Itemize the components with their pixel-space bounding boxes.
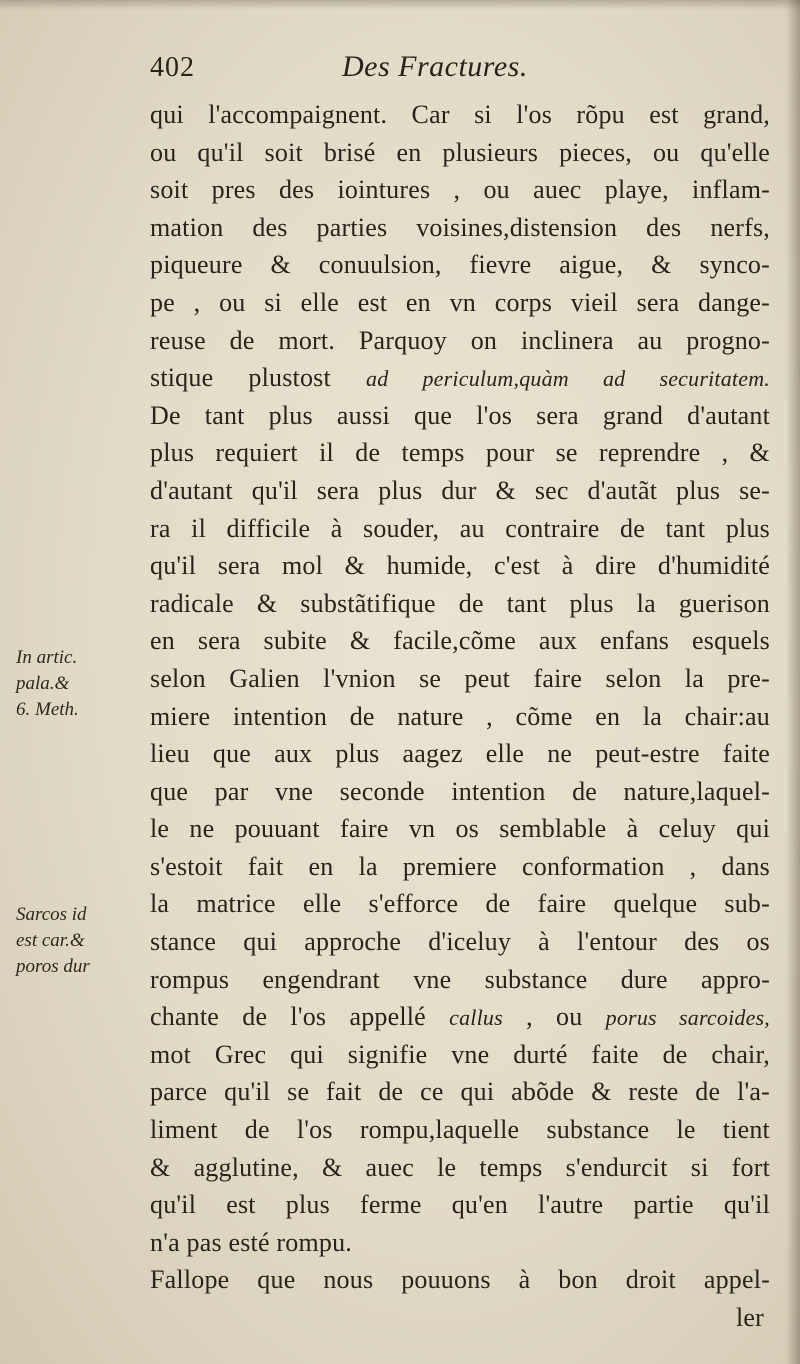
text-line: n'a pas esté rompu.	[150, 1227, 352, 1257]
text-line: mot Grec qui signifie vne durté faite de chair,	[150, 1039, 770, 1069]
text-line: qui l'accompaignent. Car si l'os rõpu est grand,	[150, 100, 770, 129]
text-line: De tant plus aussi que l'os sera grand d'autant	[150, 400, 770, 430]
margin-note-line: Sarcos id	[16, 904, 87, 925]
body-text	[150, 96, 770, 1337]
text-line: le ne pouuant faire vn os semblable à celuy qui	[150, 814, 770, 844]
text-line: pe , ou si elle est en vn corps vieil sera dange-	[150, 287, 770, 317]
text-line	[150, 359, 770, 397]
text-line: stance qui approche d'iceluy à l'entour des os	[150, 927, 770, 957]
text-line: Fallope que nous pouuons à bon droit appel-	[150, 1265, 770, 1295]
text-line: selon Galien l'vnion se peut faire selon la pre-	[150, 663, 770, 693]
text-latin-italic: ad periculum,quàm ad securitatem.	[366, 366, 770, 392]
text-line: liment de l'os rompu,laquelle substance le tient	[150, 1115, 770, 1145]
text-line: ra il difficile à souder, au contraire de tant plus	[150, 513, 770, 543]
text-line: reuse de mort. Parquoy on inclinera au progno-	[150, 325, 770, 355]
margin-note-line: In artic.	[16, 647, 78, 668]
text-line: piqueure & conuulsion, fievre aigue, & synco-	[150, 250, 770, 280]
text-line: soit pres des iointures , ou auec playe, inflam-	[150, 175, 770, 205]
text-roman: chante de l'os appellé	[150, 1002, 450, 1032]
text-line: la matrice elle s'efforce de faire quelque sub-	[150, 889, 770, 919]
text-line: qu'il est plus ferme qu'en l'autre partie qu'il	[150, 1190, 770, 1220]
text-line: que par vne seconde intention de nature,laquel-	[150, 776, 770, 806]
text-line: mation des parties voisines,distension des nerfs,	[150, 212, 770, 242]
running-title: Des Fractures.	[342, 50, 528, 83]
text-line: d'autant qu'il sera plus dur & sec d'autãt plus se-	[150, 475, 770, 505]
margin-note-line: poros dur	[16, 956, 90, 977]
text-line	[150, 998, 770, 1036]
text-line: ou qu'il soit brisé en plusieurs pieces, ou qu'elle	[150, 137, 770, 167]
text-line: lieu que aux plus aagez elle ne peut-estre faite	[150, 739, 770, 769]
margin-note-line: est car.&	[16, 930, 85, 951]
page-shadow-top	[0, 0, 800, 10]
page-shadow-right	[786, 0, 800, 1364]
text-line: radicale & substãtifique de tant plus la guerison	[150, 588, 770, 618]
page-number: 402	[150, 52, 195, 83]
text-line: qu'il sera mol & humide, c'est à dire d'humidité	[150, 551, 770, 581]
term-callus: callus	[449, 1005, 503, 1031]
text-line: & agglutine, & auec le temps s'endurcit si fort	[150, 1152, 770, 1182]
text-line: en sera subite & facile,cõme aux enfans esquels	[150, 626, 770, 656]
term-porus-sarcoides: porus sarcoides,	[605, 1005, 771, 1031]
text-line: s'estoit fait en la premiere conformation , dans	[150, 851, 770, 881]
margin-note-etymology	[16, 902, 136, 980]
margin-note-line: 6. Meth.	[16, 699, 79, 720]
text-roman: stique plustost	[150, 363, 366, 393]
margin-note-citation	[16, 645, 136, 723]
margin-note-line: pala.&	[16, 673, 70, 694]
text-line: rompus engendrant vne substance dure appro-	[150, 964, 770, 994]
text-roman: , ou	[502, 1002, 606, 1032]
page-header	[150, 52, 770, 92]
text-line: parce qu'il se fait de ce qui abõde & reste de l'a-	[150, 1077, 770, 1107]
text-line: plus requiert il de temps pour se reprendre , &	[150, 438, 770, 468]
catchword: ler	[735, 1303, 764, 1332]
text-line: miere intention de nature , cõme en la chair:au	[150, 701, 770, 731]
